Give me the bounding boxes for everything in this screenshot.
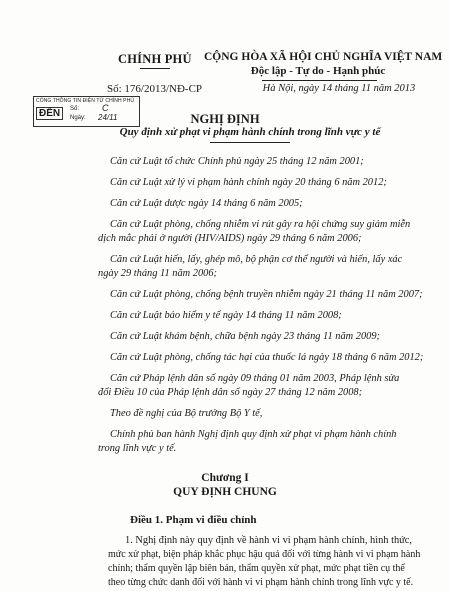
article-line: chính; thẩm quyền lập biên bản, thẩm quyền xử phạt, mức phạt tiền cụ thể <box>108 563 405 574</box>
chapter-name: QUY ĐỊNH CHUNG <box>173 486 277 498</box>
document-type-title: NGHỊ ĐỊNH <box>190 112 260 126</box>
document-number: Số: 176/2013/NĐ-CP <box>107 83 203 95</box>
recital-line: Căn cứ Pháp lệnh dân số ngày 09 tháng 01 năm 2003, Pháp lệnh sửa <box>110 373 400 384</box>
stamp-den-label: ĐẾN <box>36 107 63 120</box>
document-subject: Quy định xử phạt vi phạm hành chính trong lĩnh vực y tế <box>119 126 381 138</box>
article-line: theo từng chức danh đối với hành vi vi phạm hành chính trong lĩnh vực y tế. <box>108 577 414 588</box>
stamp-date-value: 24/11 <box>98 113 118 122</box>
recital-line: Theo đề nghị của Bộ trưởng Bộ Y tế, <box>110 408 263 419</box>
stamp-heading: CỔNG THÔNG TIN ĐIỆN TỬ CHÍNH PHỦ <box>36 98 135 104</box>
recital-line: Căn cứ Luật xử lý vi phạm hành chính ngày 20 tháng 6 năm 2012; <box>110 177 387 188</box>
article-heading: Điều 1. Phạm vi điều chỉnh <box>130 514 257 526</box>
recital-line: trong lĩnh vực y tế. <box>98 443 177 454</box>
issuing-agency: CHÍNH PHỦ <box>118 52 192 66</box>
recital-line: Căn cứ Luật tổ chức Chính phủ ngày 25 tháng 12 năm 2001; <box>110 156 364 167</box>
recital-line: ngày 29 tháng 11 năm 2006; <box>98 268 217 279</box>
stamp-number-value: C <box>102 103 109 113</box>
stamp-number-label: Số: <box>70 106 80 112</box>
agency-underline <box>140 68 170 69</box>
recital-line: Căn cứ Luật hiến, lấy, ghép mô, bộ phận cơ thể người và hiến, lấy xác <box>110 254 403 265</box>
recital-line: Chính phủ ban hành Nghị định quy định xử phạt vi phạm hành chính <box>110 429 397 440</box>
national-title: CỘNG HÒA XÃ HỘI CHỦ NGHĨA VIỆT NAM <box>204 51 443 63</box>
article-line: mức xử phạt, biện pháp khắc phục hậu quả đối với từng hành vi vi phạm hành <box>108 549 421 560</box>
recital-line: Căn cứ Luật khám bệnh, chữa bệnh ngày 23 tháng 11 năm 2009; <box>110 331 381 342</box>
recital-line: Căn cứ Luật phòng, chống tác hại của thuốc lá ngày 18 tháng 6 năm 2012; <box>110 352 424 363</box>
national-motto: Độc lập - Tự do - Hạnh phúc <box>250 65 386 77</box>
recital-line: Căn cứ Luật phòng, chống nhiễm vi rút gây ra hội chứng suy giảm miễn <box>110 219 411 230</box>
recital-line: Căn cứ Luật dược ngày 14 tháng 6 năm 2005; <box>110 198 303 209</box>
recital-line: đổi Điều 10 của Pháp lệnh dân số ngày 27 tháng 12 năm 2008; <box>98 387 363 398</box>
place-date: Hà Nội, ngày 14 tháng 11 năm 2013 <box>262 83 416 94</box>
recital-line: dịch mắc phải ở người (HIV/AIDS) ngày 29 tháng 6 năm 2006; <box>98 233 362 244</box>
stamp-date-label: Ngày: <box>70 115 86 121</box>
recital-line: Căn cứ Luật bảo hiểm y tế ngày 14 tháng 11 năm 2008; <box>110 310 342 321</box>
subject-underline <box>210 142 290 143</box>
recital-line: Căn cứ Luật phòng, chống bệnh truyền nhiễm ngày 21 tháng 11 năm 2007; <box>110 289 423 300</box>
chapter-number: Chương I <box>201 472 249 484</box>
article-line: 1. Nghị định này quy định về hành vi vi phạm hành chính, hình thức, <box>125 535 413 546</box>
motto-underline <box>262 80 377 81</box>
